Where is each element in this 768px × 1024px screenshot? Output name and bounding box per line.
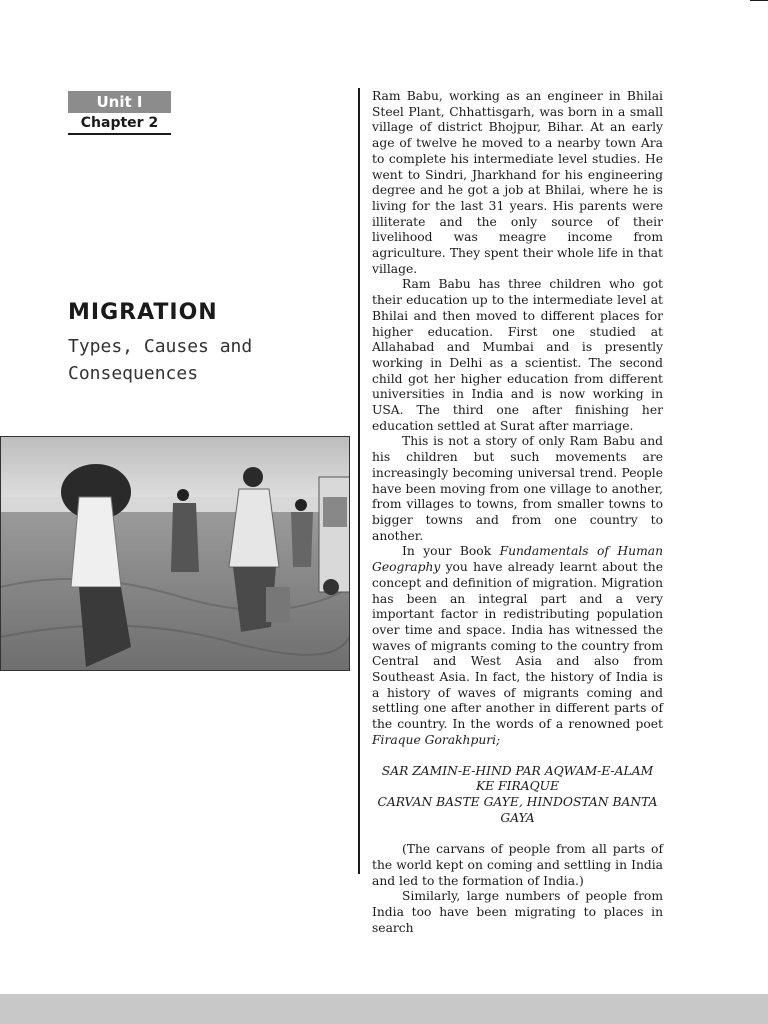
paragraph-1: Ram Babu, working as an engineer in Bhilai Steel Plant, Chhattisgarh, was born in a small village of district Bhojpur, Bihar. At an early age of twelve he moved to a nearby town Ara to complete his intermediate level studies. He went to Sindri, Jharkhand for his engineering degree and he got a job at Bhilai, where he is living for the last 31 years. His parents were illiterate and the only source of their livelihood was meagre income from agriculture. They spent their whole life in that village.	[372, 89, 663, 276]
poem-line-1: SAR ZAMIN-E-HIND PAR AQWAM-E-ALAM KE FIRAQUE	[381, 763, 654, 794]
migrants-photo-image	[1, 437, 350, 671]
paragraph-4-start: In your Book	[402, 544, 500, 559]
book-title: Fundamentals of Human Geography	[372, 544, 663, 575]
paragraph-2: Ram Babu has three children who got their education up to the intermediate level at Bhilai and then moved to different places for higher education. First one studied at Allahabad and Mumbai and is presently working in Delhi as a scientist. The second child got her higher education from different universities in India and is now working in USA. The third one after finishing her education settled at Surat after marriage.	[372, 277, 663, 433]
chapter-title: MIGRATION	[68, 300, 218, 325]
poem-line-2: CARVAN BASTE GAYE, HINDOSTAN BANTA GAYA	[377, 794, 658, 825]
paragraph-4-mid: you have already learnt about the concept and definition of migration. Migration has been an integral part and a very important factor in redistributing population over time and space. India has witnessed the waves of migrants coming to the country from Central and West Asia and also from Southeast Asia. In fact, the history of India is a history of waves of migrants coming and settling one after another in different parts of the country. In the words of a renowned poet	[372, 560, 663, 732]
unit-label: Unit I	[68, 91, 171, 113]
poet-name: Firaque Gorakhpuri;	[372, 732, 501, 747]
body-text	[372, 89, 663, 937]
footer-band	[0, 994, 768, 1024]
paragraph-5: (The carvans of people from all parts of the world kept on coming and settling in India and led to the formation of India.)	[372, 842, 663, 888]
paragraph-4	[372, 544, 663, 748]
paragraph-3: This is not a story of only Ram Babu and his children but such movements are increasingly becoming universal trend. People have been moving from one village to another, from villages to towns, from smaller towns to bigger towns and from one country to another.	[372, 434, 663, 543]
poem	[372, 764, 663, 827]
chapter-label: Chapter 2	[68, 114, 171, 135]
chapter-subtitle: Types, Causes and Consequences	[68, 336, 253, 384]
paragraph-6: Similarly, large numbers of people from India too have been migrating to places in search	[372, 889, 663, 935]
crop-mark-top-right	[750, 0, 768, 1]
column-divider	[358, 88, 360, 874]
migrants-photo	[0, 436, 350, 671]
